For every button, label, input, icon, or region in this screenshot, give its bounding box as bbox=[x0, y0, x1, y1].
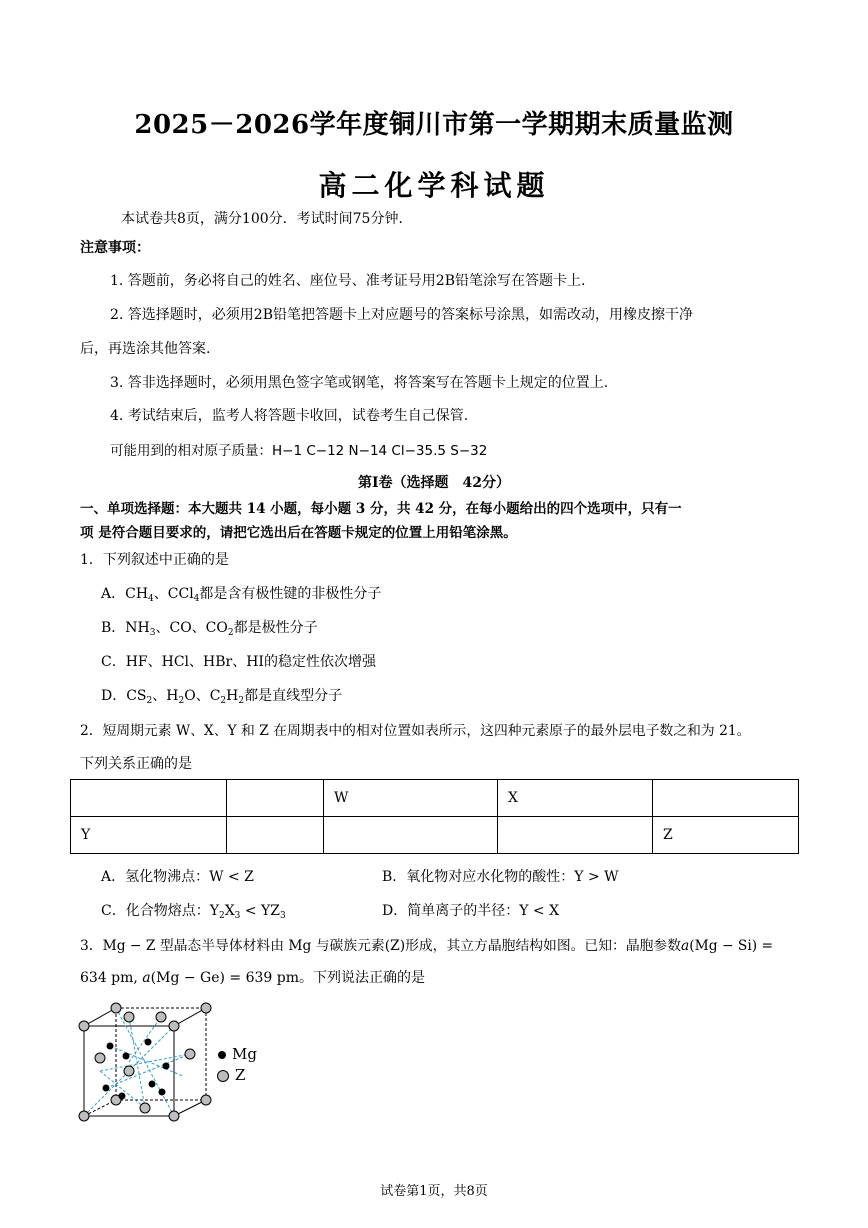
q2-option-b: B．氧化物对应水化物的酸性：Y > W bbox=[382, 869, 619, 885]
q2-option-c: C．化合物熔点：$Y_2X_3 < YZ_3$ bbox=[101, 903, 286, 921]
q1-option-a: A．$CH_4$、CCl$_4$都是含有极性键的非极性分子 bbox=[101, 586, 382, 604]
crystal-cell-diagram bbox=[70, 996, 230, 1126]
legend-mg: Mg bbox=[218, 1045, 257, 1063]
exam-title: 2025－2026学年度铜川市第一学期期末质量监测 bbox=[134, 110, 734, 140]
periodic-table-fragment bbox=[70, 779, 799, 854]
table-cell bbox=[653, 780, 799, 817]
q2-stem: 2．短周期元素 W、X、Y 和 Z 在周期表中的相对位置如表所示，这四种元素原子的最外层电子数之和为 21。 bbox=[80, 723, 751, 739]
notice-heading: 注意事项： bbox=[80, 240, 150, 256]
q3-stem: 3．Mg − Z 型晶态半导体材料由 Mg 与碳族元素(Z)形成，其立方晶胞结构如图。已知：晶胞参数𝑎(Mg − Si) = bbox=[80, 938, 774, 954]
notice-item-2-cont: 后，再选涂其他答案. bbox=[80, 341, 211, 357]
table-cell bbox=[227, 817, 324, 854]
table-cell: Z bbox=[653, 817, 799, 854]
mg-atom-icon bbox=[218, 1051, 226, 1059]
table-cell bbox=[71, 780, 227, 817]
table-row bbox=[71, 780, 799, 817]
table-cell bbox=[324, 817, 498, 854]
notice-item-3: 3. 答非选择题时，必须用黑色签字笔或钢笔，将答案写在答题卡上规定的位置上. bbox=[110, 375, 609, 391]
notice-item-4: 4. 考试结束后，监考人将答题卡收回，试卷考生自己保管. bbox=[110, 408, 469, 424]
atomic-masses: 可能用到的相对原子质量：H−1 C−12 N−14 Cl−35.5 S−32 bbox=[110, 443, 488, 459]
q1-stem: 1．下列叙述中正确的是 bbox=[80, 552, 229, 568]
page-footer: 试卷第1页，共8页 bbox=[380, 1184, 488, 1199]
table-cell: W bbox=[324, 780, 498, 817]
q2-option-d: D．简单离子的半径：Y < X bbox=[382, 903, 560, 919]
table-cell: X bbox=[498, 780, 653, 817]
q2-stem-cont: 下列关系正确的是 bbox=[80, 756, 192, 772]
table-cell: Y bbox=[71, 817, 227, 854]
table-cell bbox=[227, 780, 324, 817]
table-cell bbox=[498, 817, 653, 854]
notice-item-1: 1. 答题前，务必将自己的姓名、座位号、准考证号用2B铅笔涂写在答题卡上. bbox=[110, 273, 586, 289]
q1-option-b: B．$NH_3$、CO、$CO_2$都是极性分子 bbox=[101, 620, 318, 638]
part1-instruction-1: 一、单项选择题：本大题共 14 小题，每小题 3 分，共 42 分，在每小题给出的四个选项中，只有一 bbox=[80, 501, 682, 517]
notice-item-2: 2. 答选择题时，必须用2B铅笔把答题卡上对应题号的答案标号涂黑，如需改动，用橡皮擦干净 bbox=[110, 307, 694, 323]
exam-subtitle: 高二化学科试题 bbox=[318, 169, 550, 202]
part1-instruction-2: 项 是符合题目要求的，请把它选出后在答题卡规定的位置上用铅笔涂黑。 bbox=[80, 525, 517, 541]
q2-option-a: A．氢化物沸点：W < Z bbox=[101, 869, 254, 885]
part1-heading: 第Ⅰ卷（选择题 42分） bbox=[357, 475, 511, 491]
q1-option-d: D．$CS_2$、$H_2O$、$C_2H_2$都是直线型分子 bbox=[101, 688, 343, 706]
table-row bbox=[71, 817, 799, 854]
q3-stem-cont: 634 pm, 𝑎(Mg − Ge) = 639 pm。下列说法正确的是 bbox=[80, 970, 426, 986]
z-atom-icon bbox=[217, 1070, 229, 1082]
q1-option-c: C．HF、HCl、HBr、HI的稳定性依次增强 bbox=[101, 654, 376, 670]
exam-intro: 本试卷共8页，满分100分．考试时间75分钟． bbox=[121, 211, 413, 227]
legend-z: Z bbox=[217, 1066, 245, 1084]
